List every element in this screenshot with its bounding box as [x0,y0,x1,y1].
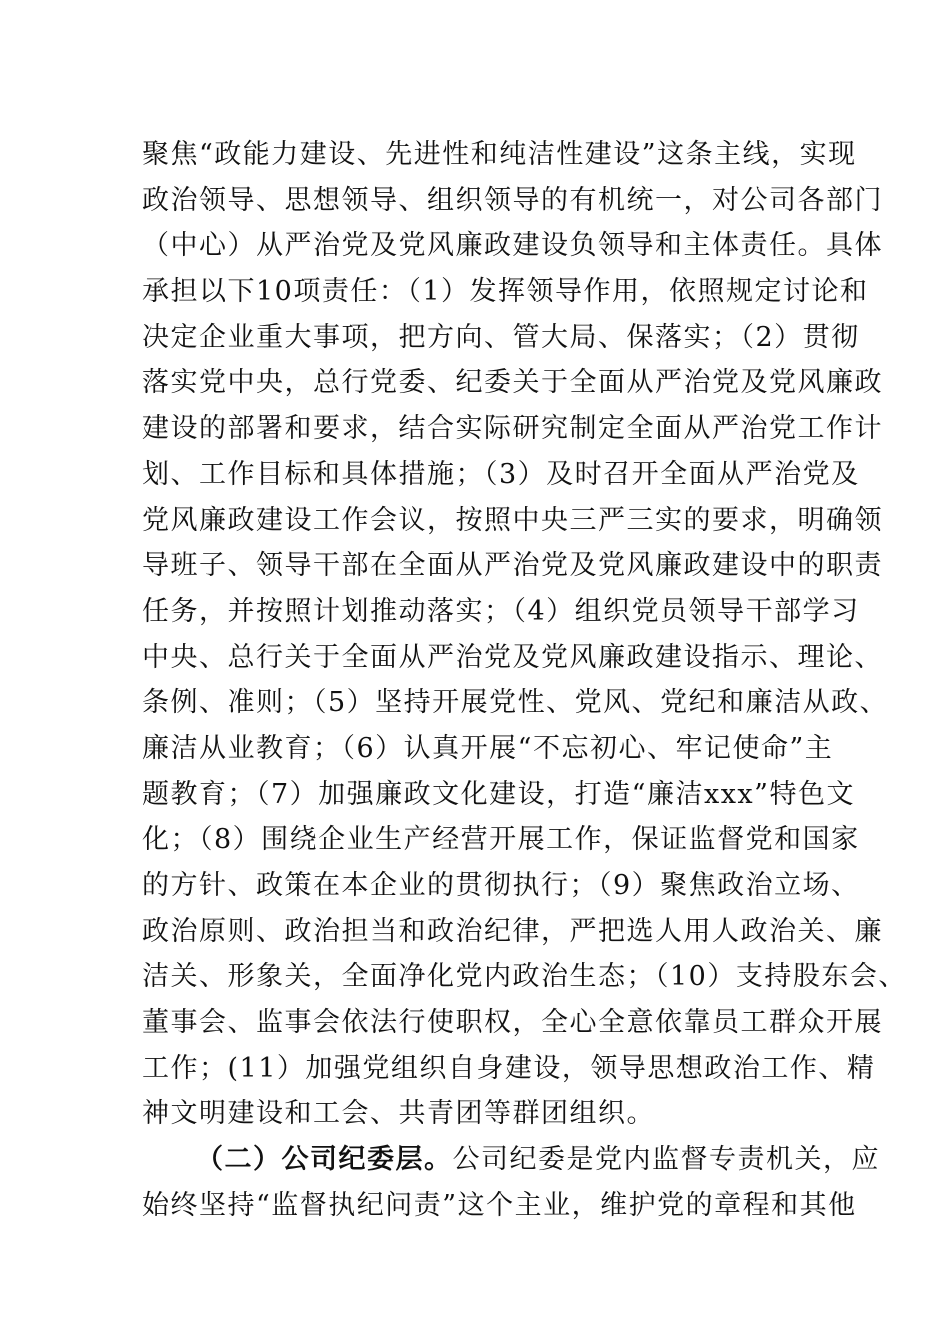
text-line: 任务，并按照计划推动落实；（4）组织党员领导干部学习 [142,595,860,627]
text-line: 条例、准则；（5）坚持开展党性、党风、党纪和廉洁从政、 [142,687,889,719]
section-2-first-line [142,1137,880,1183]
text-line: 承担以下10项责任：（1）发挥领导作用，依照规定讨论和 [142,276,869,308]
text-line: （中心）从严治党及党风廉政建设负领导和主体责任。具体 [142,230,883,262]
text-line: 建设的部署和要求，结合实际研究制定全面从严治党工作计 [142,413,883,445]
text-line: 导班子、领导干部在全面从严治党及党风廉政建设中的职责 [142,550,883,582]
body-text [142,132,907,1229]
text-line: 党风廉政建设工作会议，按照中央三严三实的要求，明确领 [142,504,883,536]
text-line: 中央、总行关于全面从严治党及党风廉政建设指示、理论、 [142,641,883,673]
text-line: 工作；(11）加强党组织自身建设，领导思想政治工作、精 [142,1052,876,1084]
text-line: 化；（8）围绕企业生产经营开展工作，保证监督党和国家 [142,824,860,856]
text-line: 决定企业重大事项，把方向、管大局、保落实；（2）贯彻 [142,321,860,353]
section-2-text: 公司纪委是党内监督专责机关，应 [452,1144,880,1176]
text-line: 划、工作目标和具体措施；（3）及时召开全面从严治党及 [142,458,860,490]
text-line: 廉洁从业教育；（6）认真开展“不忘初心、牢记使命”主 [142,732,834,764]
text-line: 神文明建设和工会、共青团等群团组织。 [142,1098,655,1130]
text-line: 董事会、监事会依法行使职权，全心全意依靠员工群众开展 [142,1007,883,1039]
section-2-heading: （二）公司纪委层。 [196,1144,453,1176]
text-line: 聚焦“政能力建设、先进性和纯洁性建设”这条主线，实现 [142,139,857,170]
text-line: 题教育；（7）加强廉政文化建设，打造“廉洁xxx”特色文 [142,778,855,810]
text-line: 洁关、形象关，全面净化党内政治生态；（10）支持股东会、 [142,961,907,993]
text-line: 的方针、政策在本企业的贯彻执行；（9）聚焦政治立场、 [142,870,860,901]
text-line: 落实党中央，总行党委、纪委关于全面从严治党及党风廉政 [142,367,883,399]
text-line: 始终坚持“监督执纪问责”这个主业，维护党的章程和其他 [142,1189,857,1221]
text-line: 政治原则、政治担当和政治纪律，严把选人用人政治关、廉 [142,915,883,947]
text-line: 政治领导、思想领导、组织领导的有机统一，对公司各部门 [142,184,883,216]
